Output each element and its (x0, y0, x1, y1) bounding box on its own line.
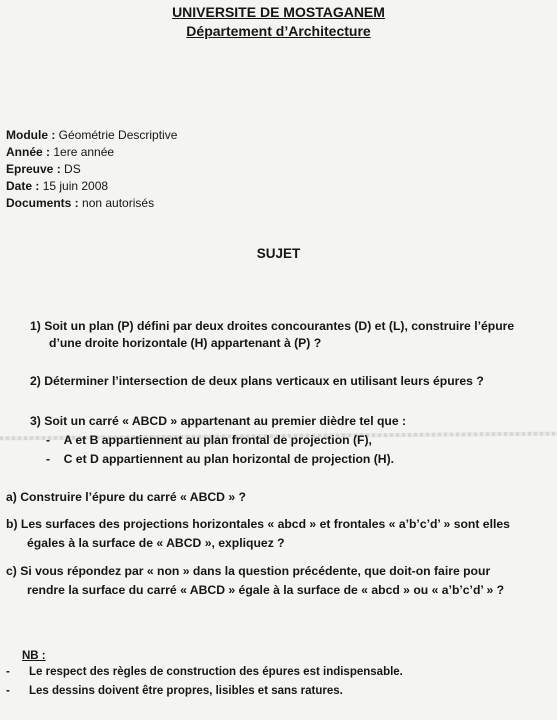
department-title: Département d’Architecture (186, 23, 371, 39)
question-b-line-2: égales à la surface de « ABCD », expliquez ? (27, 536, 285, 550)
meta-date: Date : 15 juin 2008 (6, 179, 109, 193)
university-title: UNIVERSITE DE MOSTAGANEM (172, 4, 385, 20)
meta-exam: Epreuve : DS (6, 162, 81, 176)
question-3-bullet-2: - C et D appartiennent au plan horizontal de projection (H). (46, 452, 395, 466)
subject-heading: SUJET (256, 246, 301, 261)
nb-heading: NB : (22, 650, 46, 662)
question-1-line-1: 1) Soit un plan (P) défini par deux droites concourantes (D) et (L), construire l’épure (30, 319, 515, 333)
meta-module: Module : Géométrie Descriptive (6, 128, 178, 142)
question-b-line-1: b) Les surfaces des projections horizontales « abcd » et frontales « a’b’c’d’ » sont elles (6, 517, 510, 531)
question-c-line-1: c) Si vous répondez par « non » dans la question précédente, que doit-on faire pour (6, 564, 491, 578)
nb-item-2: - Les dessins doivent être propres, lisibles et sans ratures. (6, 685, 343, 697)
question-1-line-2: d’une droite horizontale (H) appartenant à (P) ? (49, 336, 322, 350)
question-2: 2) Déterminer l’intersection de deux plans verticaux en utilisant leurs épures ? (30, 374, 484, 388)
nb-item-1: - Le respect des règles de construction des épures est indispensable. (6, 666, 403, 678)
question-3: 3) Soit un carré « ABCD » appartenant au premier dièdre tel que : (30, 414, 407, 428)
meta-documents: Documents : non autorisés (6, 196, 155, 210)
question-3-bullet-1: - A et B appartiennent au plan frontal de projection (F), (46, 433, 372, 447)
meta-year: Année : 1ere année (6, 145, 115, 159)
question-c-line-2: rendre la surface du carré « ABCD » égale à la surface de « abcd » ou « a’b’c’d’ » ? (27, 583, 505, 597)
question-a: a) Construire l’épure du carré « ABCD » ? (6, 490, 246, 504)
exam-info (6, 127, 177, 212)
